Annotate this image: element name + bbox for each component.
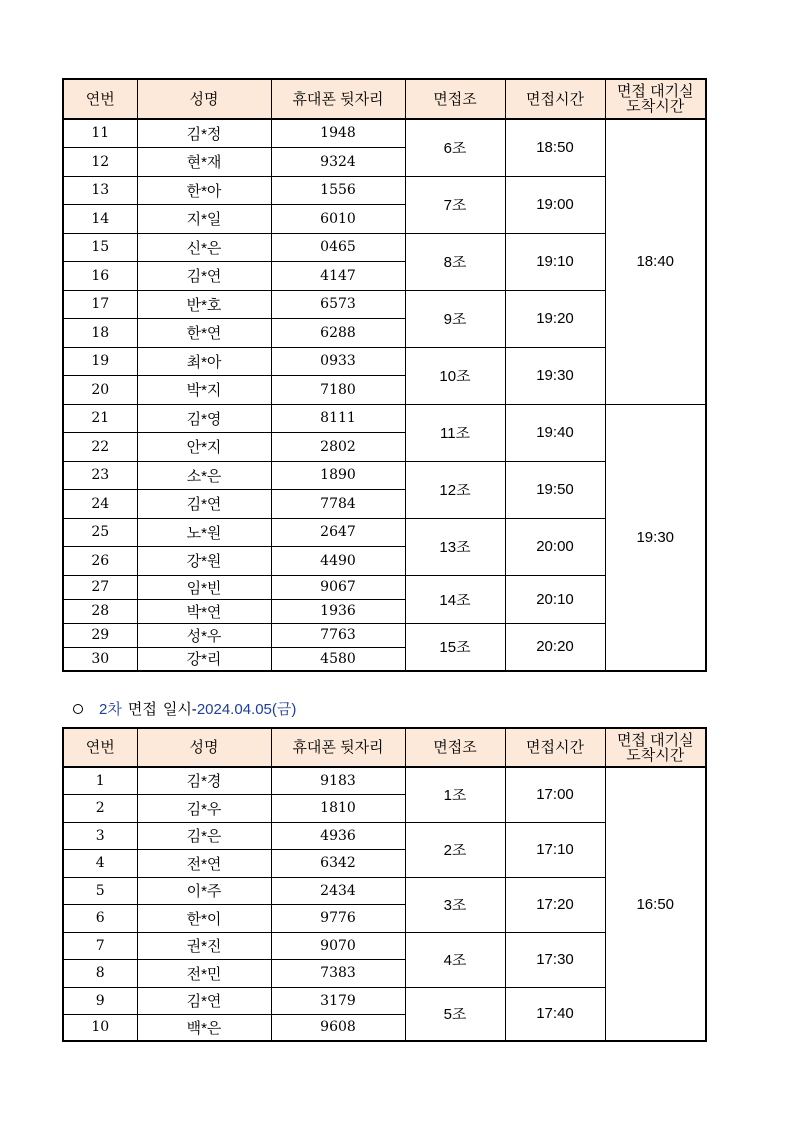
applicant-name: 반*호 [137,290,271,318]
phone-last-digits: 1810 [271,794,405,822]
phone-last-digits: 9608 [271,1014,405,1041]
header-group: 면접조 [405,79,505,119]
phone-last-digits: 3179 [271,987,405,1014]
row-number: 14 [63,204,137,233]
applicant-name: 임*빈 [137,575,271,599]
row-number: 9 [63,987,137,1014]
phone-last-digits: 9070 [271,932,405,959]
interview-time: 20:00 [505,518,605,575]
header-arrival: 면접 대기실 도착시간 [605,728,706,767]
section-title-round2 [73,698,296,719]
interview-group: 15조 [405,623,505,671]
row-number: 6 [63,904,137,932]
header-time: 면접시간 [505,728,605,767]
interview-time: 17:30 [505,932,605,987]
row-number: 11 [63,119,137,147]
interview-group: 4조 [405,932,505,987]
phone-last-digits: 7180 [271,375,405,404]
applicant-name: 현*재 [137,147,271,176]
applicant-name: 이*주 [137,877,271,904]
applicant-name: 김*연 [137,261,271,290]
applicant-name: 신*은 [137,233,271,261]
applicant-name: 지*일 [137,204,271,233]
row-number: 24 [63,489,137,518]
row-number: 1 [63,767,137,794]
row-number: 2 [63,794,137,822]
applicant-name: 강*원 [137,546,271,575]
applicant-name: 성*우 [137,623,271,647]
date-prefix: 일시- [162,701,197,718]
applicant-name: 전*민 [137,959,271,987]
phone-last-digits: 2802 [271,432,405,461]
interview-time: 19:40 [505,404,605,461]
row-number: 3 [63,822,137,849]
phone-last-digits: 9183 [271,767,405,794]
phone-last-digits: 9067 [271,575,405,599]
interview-time: 17:20 [505,877,605,932]
interview-time: 20:10 [505,575,605,623]
phone-last-digits: 1948 [271,119,405,147]
row-number: 17 [63,290,137,318]
interview-time: 17:00 [505,767,605,822]
row-number: 27 [63,575,137,599]
applicant-name: 강*리 [137,647,271,671]
interview-group: 2조 [405,822,505,877]
interview-time: 17:40 [505,987,605,1041]
applicant-name: 김*연 [137,987,271,1014]
interview-time: 18:50 [505,119,605,176]
applicant-name: 김*은 [137,822,271,849]
row-number: 12 [63,147,137,176]
interview-table-round1 [62,78,707,672]
table-row [63,767,706,794]
row-number: 22 [63,432,137,461]
interview-time: 17:10 [505,822,605,877]
applicant-name: 전*연 [137,849,271,877]
phone-last-digits: 6010 [271,204,405,233]
applicant-name: 백*은 [137,1014,271,1041]
interview-group: 14조 [405,575,505,623]
header-group: 면접조 [405,728,505,767]
row-number: 28 [63,599,137,623]
phone-last-digits: 0465 [271,233,405,261]
phone-last-digits: 6342 [271,849,405,877]
phone-last-digits: 6573 [271,290,405,318]
table-row [63,119,706,147]
interview-table-round2 [62,727,707,1042]
applicant-name: 한*아 [137,176,271,204]
phone-last-digits: 4490 [271,546,405,575]
phone-last-digits: 0933 [271,347,405,375]
row-number: 21 [63,404,137,432]
applicant-name: 안*지 [137,432,271,461]
interview-group: 1조 [405,767,505,822]
applicant-name: 한*이 [137,904,271,932]
phone-last-digits: 1936 [271,599,405,623]
header-phone: 휴대폰 뒷자리 [271,728,405,767]
row-number: 29 [63,623,137,647]
interview-time: 20:20 [505,623,605,671]
phone-last-digits: 4936 [271,822,405,849]
row-number: 26 [63,546,137,575]
phone-last-digits: 7383 [271,959,405,987]
header-name: 성명 [137,79,271,119]
round-label: 2차 [99,701,122,718]
header-no: 연번 [63,728,137,767]
applicant-name: 박*연 [137,599,271,623]
interview-date: 2024.04.05(금) [196,701,297,718]
interview-group: 5조 [405,987,505,1041]
applicant-name: 권*진 [137,932,271,959]
row-number: 10 [63,1014,137,1041]
phone-last-digits: 4147 [271,261,405,290]
phone-last-digits: 1556 [271,176,405,204]
phone-last-digits: 7763 [271,623,405,647]
header-no: 연번 [63,79,137,119]
interview-group: 3조 [405,877,505,932]
header-name: 성명 [137,728,271,767]
row-number: 20 [63,375,137,404]
interview-group: 7조 [405,176,505,233]
interview-group: 10조 [405,347,505,404]
row-number: 15 [63,233,137,261]
applicant-name: 최*아 [137,347,271,375]
phone-last-digits: 1890 [271,461,405,489]
interview-time: 19:20 [505,290,605,347]
phone-last-digits: 4580 [271,647,405,671]
row-number: 16 [63,261,137,290]
interview-group: 12조 [405,461,505,518]
header-arrival: 면접 대기실 도착시간 [605,79,706,119]
applicant-name: 김*정 [137,119,271,147]
circle-bullet-icon [73,704,83,714]
row-number: 19 [63,347,137,375]
phone-last-digits: 2647 [271,518,405,546]
table-header-row [63,728,706,767]
applicant-name: 김*경 [137,767,271,794]
interview-group: 9조 [405,290,505,347]
phone-last-digits: 9776 [271,904,405,932]
row-number: 5 [63,877,137,904]
header-time: 면접시간 [505,79,605,119]
interview-time: 19:00 [505,176,605,233]
row-number: 30 [63,647,137,671]
phone-last-digits: 9324 [271,147,405,176]
table-row [63,404,706,432]
phone-last-digits: 8111 [271,404,405,432]
header-phone: 휴대폰 뒷자리 [271,79,405,119]
applicant-name: 박*지 [137,375,271,404]
phone-last-digits: 7784 [271,489,405,518]
table-header-row [63,79,706,119]
arrival-time: 19:30 [605,404,706,671]
applicant-name: 노*원 [137,518,271,546]
phone-last-digits: 2434 [271,877,405,904]
interview-time: 19:10 [505,233,605,290]
row-number: 13 [63,176,137,204]
applicant-name: 한*연 [137,318,271,347]
applicant-name: 김*영 [137,404,271,432]
interview-time: 19:30 [505,347,605,404]
applicant-name: 김*연 [137,489,271,518]
interview-time: 19:50 [505,461,605,518]
arrival-time: 16:50 [605,767,706,1041]
row-number: 25 [63,518,137,546]
applicant-name: 김*우 [137,794,271,822]
arrival-time: 18:40 [605,119,706,404]
phone-last-digits: 6288 [271,318,405,347]
applicant-name: 소*은 [137,461,271,489]
row-number: 4 [63,849,137,877]
interview-group: 13조 [405,518,505,575]
row-number: 7 [63,932,137,959]
row-number: 8 [63,959,137,987]
row-number: 18 [63,318,137,347]
interview-group: 11조 [405,404,505,461]
interview-group: 8조 [405,233,505,290]
interview-group: 6조 [405,119,505,176]
interview-label: 면접 [127,701,157,718]
row-number: 23 [63,461,137,489]
